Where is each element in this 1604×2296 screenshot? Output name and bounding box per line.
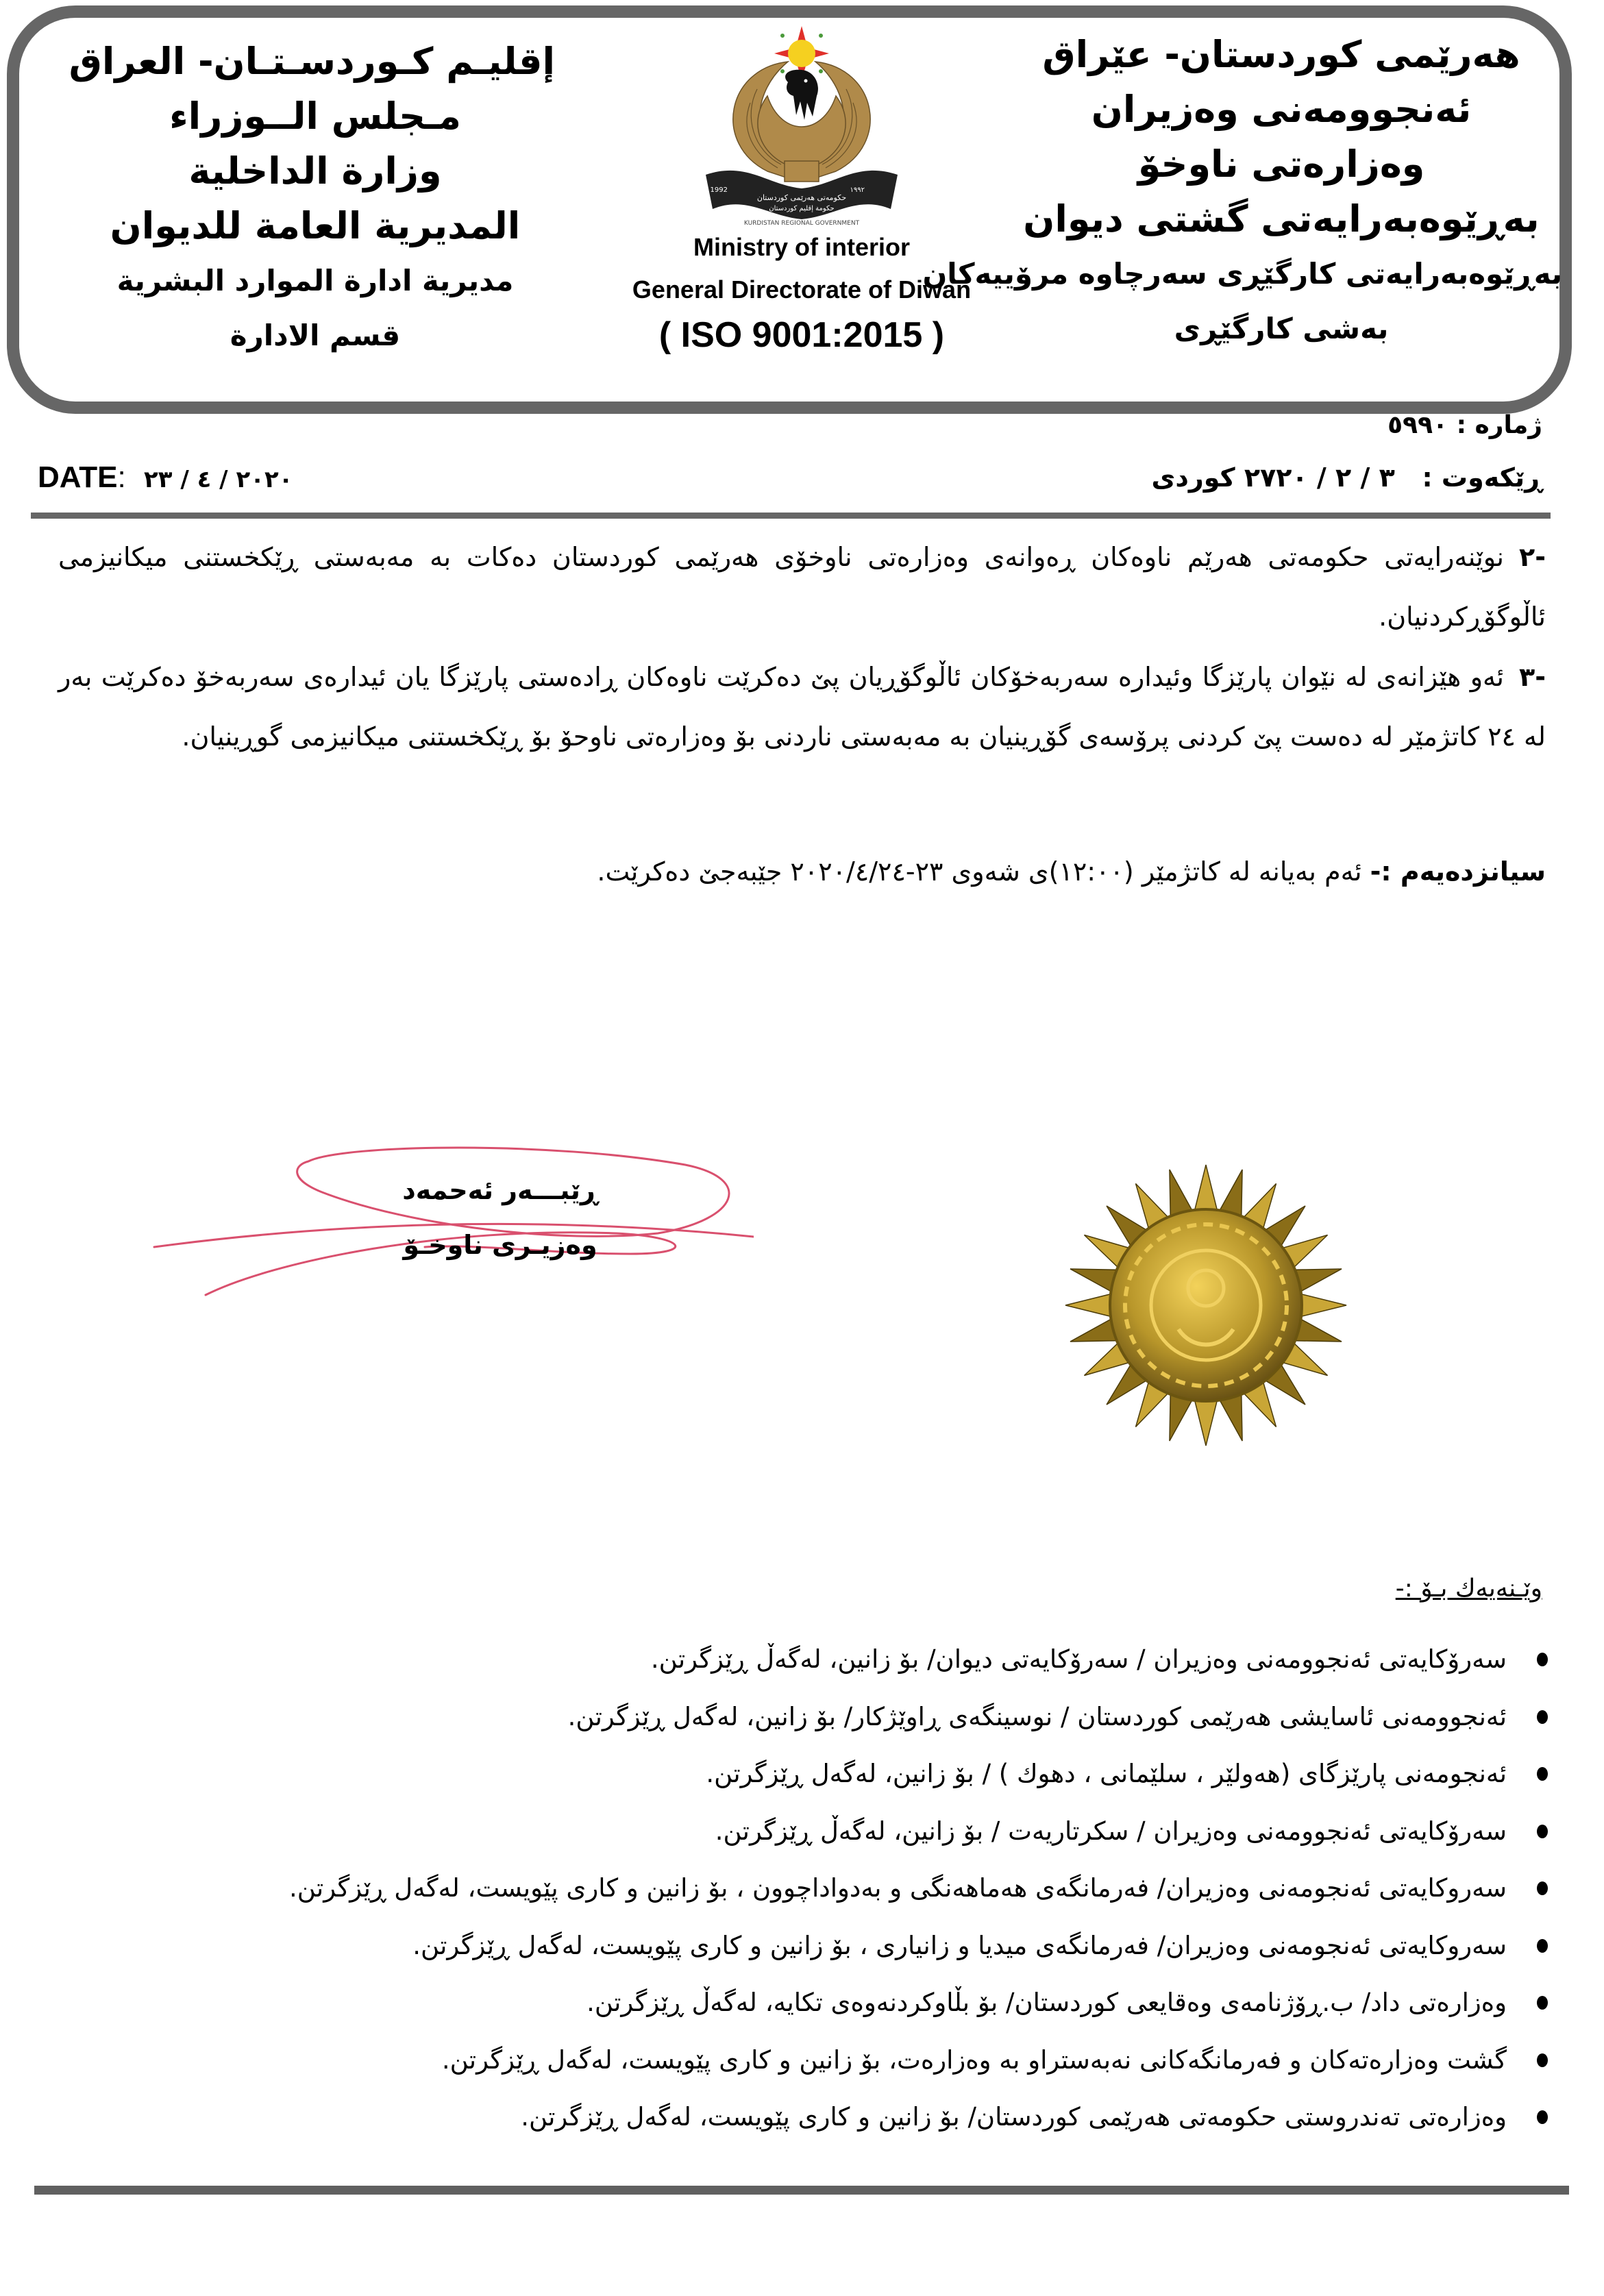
ribbon-year-left: 1992 [710,186,728,194]
letterhead-kurdish [922,27,1562,356]
kurdish-council-line: ئەنجوومەنی وەزیران [1091,88,1472,131]
kurdish-ministry-line: وەزارەتی ناوخۆ [1137,143,1425,186]
kurdish-date-label: ڕێکەوت : [1422,462,1542,493]
cc-item [41,1803,1563,1860]
directorate-english-name: General Directorate of Diwan [632,275,972,304]
eagle-head-icon [785,70,818,120]
bullet-icon [1537,1939,1548,1953]
bullet-icon [1537,1767,1548,1781]
seal-ray [1065,1293,1114,1317]
bullet-icon [1537,1996,1548,2010]
bullet-icon [1537,1710,1548,1724]
paragraph-number: -٢ [1519,542,1546,572]
letterhead-arabic [69,34,555,363]
seal-ray [1194,1165,1218,1213]
bullet-icon [1537,2110,1548,2124]
cc-item [41,1631,1563,1688]
seal-ray [1298,1293,1346,1317]
cc-item-text: سەرۆکایەتی ئەنجوومەنی وەزیران / سەرۆکایەتی دیوان/ بۆ زانین، لەگەڵ ڕێزگرتن. [650,1644,1507,1674]
kurdish-date [1152,462,1542,493]
cc-item [41,2088,1563,2146]
cc-item [41,1688,1563,1746]
header-divider [31,513,1551,519]
cc-item-text: وەزارەتی تەندروستی حکومەتی هەرێمی کوردستان/ بۆ زانین و کاری پێویست، لەگەل ڕێزگرتن. [521,2102,1507,2132]
signatory-title: وەزیـری ناوخـۆ [403,1230,597,1260]
paragraph-3 [58,647,1546,767]
bullet-icon [1537,1653,1548,1666]
gold-sunburst-seal-icon [1055,1158,1357,1453]
bullet-icon [1537,1825,1548,1838]
kurdistan-regional-government-emblem-icon [685,21,918,226]
arabic-region-line: إقليـم كـوردسـتـان- العراق [69,40,555,83]
bullet-icon [1537,2053,1548,2067]
paragraph-number: -٣ [1519,662,1546,692]
document-number-label: ژمارە : [1456,411,1542,439]
kurdish-date-value: ٣ / ٢ / ٢٧٢٠ کوردی [1151,462,1395,493]
cc-item-text: ئەنجوومەنی ئاسایشی هەرێمی کوردستان / نوسینگەی ڕاوێژکار/ بۆ زانین، لەگەل ڕێزگرتن. [567,1701,1507,1731]
iso-certification: ( ISO 9001:2015 ) [658,315,945,355]
seal-ray [1194,1397,1218,1446]
ministry-english-name: Ministry of interior [693,233,911,261]
cc-item [41,1974,1563,2032]
cc-list [41,1631,1563,2146]
closing-label: سیانزدەیەم :- [1370,856,1546,887]
cc-item-text: سەرۆکایەتی ئەنجوومەنی وەزیران / سکرتاریەت / بۆ زانین، لەگەڵ ڕێزگرتن. [715,1816,1507,1846]
kurdish-hr-line: بەڕێوەبەرایەتی کارگێڕی سەرچاوە مرۆییەکان [922,257,1562,291]
arabic-section-line: قسم الادارة [230,319,401,352]
date-label: DATE [38,460,118,494]
cc-item-text: سەروکایەتی ئەنجومەنی وەزیران/ فەرمانگەی هەماهەنگی و بەدواداچوون ، بۆ زانین و کاری پێویست، لەگەل ڕێزگرتن. [288,1873,1507,1903]
cc-item-text: وەزارەتی داد/ ب.ڕۆژنامەی وەقایعی کوردستان/ بۆ بڵاوکردنەوەی تکایە، لەگەڵ ڕێزگرتن. [587,1988,1507,2017]
arabic-hr-line: مديرية ادارة الموارد البشرية [116,264,514,297]
kurdish-region-line: هەرێمی کوردستان- عێراق [1042,33,1520,76]
cc-item-text: ئەنجومەنی پارێزگای (هەولێر ، سلێمانی ، دهوك ) / بۆ زانین، لەگەل ڕێزگرتن. [706,1759,1507,1788]
arabic-council-line: مـجلس الــوزراء [169,95,461,138]
signatory-name: ڕێبـــەر ئەحمەد [402,1175,598,1205]
gregorian-date: DATE: ٢٠٢٠ / ٤ / ٢٣ [38,460,293,494]
arabic-directorate-line: المديرية العامة للديوان [110,204,521,247]
document-number [1387,411,1542,439]
letterhead-center [603,21,1000,359]
cc-heading: وێـنەیەك بـۆ :- [1395,1575,1542,1603]
paragraph-text: ئەو هێزانەی لە نێوان پارێزگا وئیدارە سەربەخۆکان ئاڵوگۆڕیان پێ دەکرێت ناوەکان ڕادەستی پارێزگا یان ئیدارەی سەربەخۆ دەکرێت بەر لە ٢٤ کاتژمێر لە دەست پێ کردنی پرۆسەی گۆڕینیان بە مەبەستی ناردنی بۆ وەزارەتی ناوحۆ بۆ ڕێکخستنی میکانیزمی گوڕینیان. [58,662,1546,752]
emblem-ring-text: KURDISTAN REGIONAL GOVERNMENT [743,220,860,226]
cc-item [41,1745,1563,1803]
footer-divider [34,2186,1569,2195]
kurdish-directorate-line: بەڕێوەبەرایەتی گشتی دیوان [1023,197,1540,240]
paragraph-text: نوێنەرایەتی حکومەتی هەرێم ناوەکان ڕەوانەی وەزارەتی ناوخۆی هەرێمی کوردستان دەکات بە مەبەستی ڕێکخستنی میکانیزمی ئاڵوگۆڕکردنیان. [58,542,1546,632]
date-value: ٢٠٢٠ / ٤ / ٢٣ [143,466,293,493]
bullet-icon [1537,1881,1548,1895]
ribbon-text-bottom: حكومة إقليم كوردستان [769,205,835,212]
cc-item [41,2032,1563,2089]
ribbon-text-top: حکومەتی هەرێمی کوردستان [756,193,847,202]
ribbon-year-right: ١٩٩٢ [850,186,865,194]
closing-text: ئەم بەیانە لە کاتژمێر (١٢:٠٠)ی شەوی ٢٣-٢٠٢٠/٤/٢٤ جێبەجێ دەکرێت. [597,856,1362,887]
cc-item [41,1860,1563,1917]
cc-item [41,1917,1563,1975]
arabic-ministry-line: وزارة الداخلية [188,149,442,193]
document-number-value: ٥٩٩٠ [1387,411,1448,439]
closing-statement [597,856,1546,887]
cc-item-text: گشت وەزارەتەکان و فەرمانگەکانی نەبەستراو بە وەزارەت، بۆ زانین و کاری پێویست، لەگەل ڕێزگرتن. [441,2045,1507,2075]
kurdish-section-line: بەشی کارگێڕی [1174,312,1389,345]
paragraph-2 [58,528,1546,647]
cc-item-text: سەروکایەتی ئەنجومەنی وەزیران/ فەرمانگەی میدیا و زانیاری ، بۆ زانین و کاری پێویست، لەگەل ڕێزگرتن. [412,1930,1507,1960]
handwritten-signature-icon [137,1124,754,1316]
signature-block [137,1124,754,1316]
